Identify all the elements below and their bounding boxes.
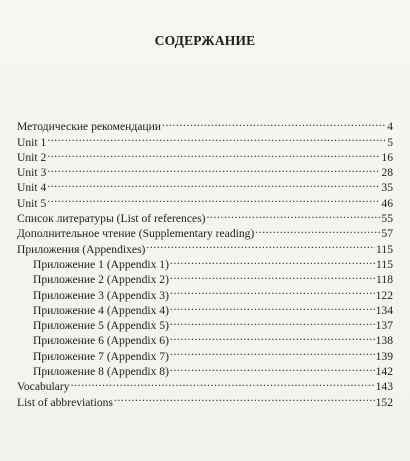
toc-entry-label: List of abbreviations xyxy=(17,395,113,409)
toc-dot-leader xyxy=(47,146,380,161)
toc-entry[interactable] xyxy=(17,390,393,409)
toc-entry-label: Unit 1 xyxy=(17,135,47,149)
toc-entry-label: Unit 2 xyxy=(17,150,47,164)
toc-entry-page-number: 137 xyxy=(375,319,393,333)
toc-dot-leader xyxy=(170,314,375,329)
toc-entry-label: Приложение 5 (Appendix 5) xyxy=(33,319,169,333)
toc-entry-label: Приложение 8 (Appendix 8) xyxy=(33,365,169,379)
toc-entry-label: Unit 4 xyxy=(17,181,47,195)
toc-entry-page-number: 142 xyxy=(375,365,393,379)
table-of-contents xyxy=(17,115,393,409)
toc-entry-page-number: 4 xyxy=(387,120,393,134)
toc-dot-leader xyxy=(47,161,380,176)
toc-entry-page-number: 16 xyxy=(381,150,393,164)
toc-dot-leader xyxy=(71,375,375,390)
toc-entry[interactable] xyxy=(17,130,393,149)
toc-entry-label: Приложение 2 (Appendix 2) xyxy=(33,273,169,287)
toc-dot-leader xyxy=(47,176,380,191)
toc-entry-page-number: 134 xyxy=(375,303,393,317)
toc-entry-page-number: 5 xyxy=(387,135,393,149)
toc-entry-label: Unit 5 xyxy=(17,196,47,210)
toc-entry-page-number: 28 xyxy=(381,166,393,180)
toc-entry-page-number: 57 xyxy=(381,227,393,241)
toc-dot-leader xyxy=(207,207,381,222)
toc-entry-page-number: 152 xyxy=(375,395,393,409)
toc-entry[interactable] xyxy=(17,115,393,134)
toc-entry-label: Приложение 4 (Appendix 4) xyxy=(33,303,169,317)
toc-entry[interactable] xyxy=(17,146,393,164)
toc-entry-page-number: 143 xyxy=(375,380,393,394)
toc-entry-label: Приложение 7 (Appendix 7) xyxy=(33,349,169,363)
toc-entry-page-number: 46 xyxy=(381,196,393,210)
toc-entry-label: Список литературы (List of references) xyxy=(17,212,206,226)
toc-dot-leader xyxy=(162,115,386,130)
toc-entry-label: Дополнительное чтение (Supplementary reading) xyxy=(17,227,255,241)
toc-dot-leader xyxy=(170,268,375,283)
toc-entry-page-number: 139 xyxy=(375,349,393,363)
toc-dot-leader xyxy=(170,253,375,268)
toc-dot-leader xyxy=(170,329,375,344)
toc-entry-page-number: 115 xyxy=(376,257,393,271)
toc-dot-leader xyxy=(170,360,375,375)
toc-entry-page-number: 118 xyxy=(376,273,393,287)
toc-entry[interactable] xyxy=(17,375,393,394)
toc-entry-label: Приложение 6 (Appendix 6) xyxy=(33,334,169,348)
toc-entry-label: Методические рекомендации xyxy=(17,120,161,134)
toc-entry-label: Приложения (Appendixes) xyxy=(17,242,146,256)
toc-entry[interactable] xyxy=(17,176,393,195)
toc-dot-leader xyxy=(170,344,375,359)
toc-dot-leader xyxy=(170,299,375,314)
toc-dot-leader xyxy=(114,390,375,405)
toc-entry-label: Приложение 3 (Appendix 3) xyxy=(33,288,169,302)
toc-entry-page-number: 138 xyxy=(375,334,393,348)
toc-entry[interactable] xyxy=(17,161,393,180)
toc-entry-page-number: 115 xyxy=(376,242,393,256)
toc-dot-leader xyxy=(170,283,375,298)
toc-entry-label: Unit 3 xyxy=(17,166,47,180)
toc-entry[interactable] xyxy=(17,207,393,226)
toc-dot-leader xyxy=(146,237,375,252)
toc-dot-leader xyxy=(47,130,386,145)
toc-entry[interactable] xyxy=(17,191,393,210)
page-title: СОДЕРЖАНИЕ xyxy=(154,33,256,48)
toc-dot-leader xyxy=(255,222,380,237)
toc-entry-page-number: 35 xyxy=(381,181,393,195)
toc-entry-label: Приложение 1 (Appendix 1) xyxy=(33,257,169,271)
toc-entry-page-number: 55 xyxy=(381,212,393,226)
toc-entry-label: Vocabulary xyxy=(17,380,70,394)
toc-dot-leader xyxy=(47,191,380,206)
toc-entry-page-number: 122 xyxy=(375,288,393,302)
